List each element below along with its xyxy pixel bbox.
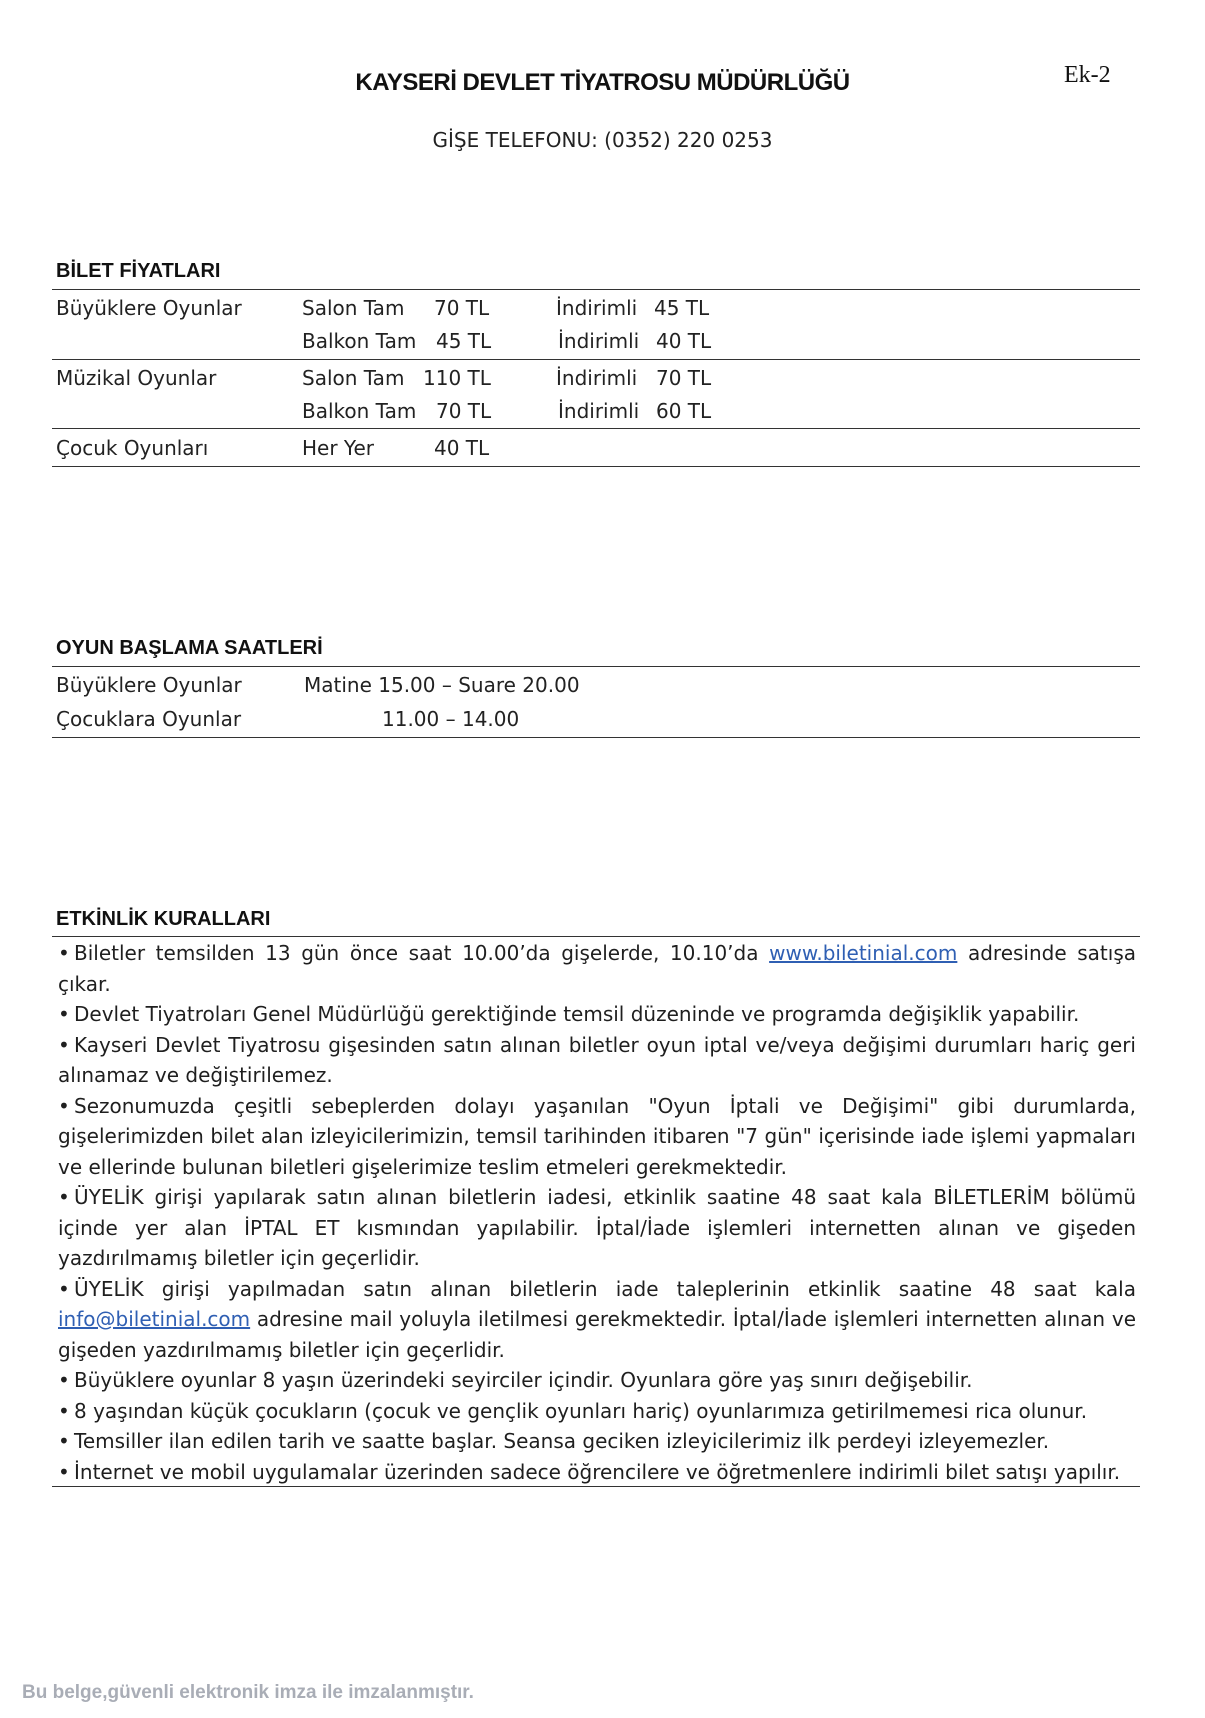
divider [52, 936, 1140, 937]
divider [52, 359, 1140, 360]
divider [52, 666, 1140, 667]
e-signature-footer: Bu belge,güvenli elektronik imza ile imzalanmıştır. [22, 1682, 474, 1703]
rule-text: Devlet Tiyatroları Genel Müdürlüğü gerektiğinde temsil düzeninde ve programda değişiklik yapabilir. [74, 1002, 1080, 1026]
bullet: • [58, 1368, 70, 1392]
rule-item [58, 1030, 1136, 1091]
bullet: • [58, 1032, 70, 1057]
seat-type: Her Yer [302, 436, 375, 460]
event-rules-title: ETKİNLİK KURALLARI [56, 908, 271, 930]
discount-label: İndirimli [556, 296, 638, 320]
bullet: • [58, 1459, 70, 1484]
rule-item [58, 938, 1136, 999]
show-times: 11.00 – 14.00 [382, 707, 520, 731]
full-price: 110 TL [423, 366, 491, 390]
divider [52, 737, 1140, 738]
page-title: KAYSERİ DEVLET TİYATROSU MÜDÜRLÜĞÜ [355, 69, 850, 96]
bullet: • [58, 1398, 70, 1423]
divider [52, 466, 1140, 467]
divider [52, 428, 1140, 429]
full-price: 40 TL [434, 436, 490, 460]
discount-price: 45 TL [654, 296, 710, 320]
divider [52, 1486, 1140, 1487]
rule-item [58, 1091, 1136, 1183]
rule-text: adresine mail yoluyla iletilmesi gerekmektedir. İptal/İade işlemleri internetten alınan ve gişeden yazdırılmamış biletler için geçerlidir. [58, 1307, 1136, 1362]
discount-price: 60 TL [656, 399, 712, 423]
discount-label: İndirimli [558, 329, 640, 353]
rule-text: ÜYELİK girişi yapılarak satın alınan biletlerin iadesi, etkinlik saatine 48 saat kala BİLETLERİM bölümü içinde yer alan İPTAL ET kısmından yapılabilir. İptal/İade işlemleri internetten alınan ve gişeden yazdırılmamış biletler için geçerlidir. [58, 1185, 1136, 1270]
rule-item [58, 1274, 1136, 1366]
discount-price: 40 TL [656, 329, 712, 353]
show-times: Matine 15.00 – Suare 20.00 [304, 673, 580, 697]
price-category: Müzikal Oyunlar [56, 366, 217, 390]
rule-item [58, 1426, 1136, 1457]
divider [52, 289, 1140, 290]
price-category: Çocuk Oyunları [56, 436, 209, 460]
rule-item [58, 999, 1136, 1030]
rule-text: Büyüklere oyunlar 8 yaşın üzerindeki seyirciler içindir. Oyunlara göre yaş sınırı değişebilir. [74, 1368, 973, 1392]
rule-item [58, 1396, 1136, 1427]
event-rules-list [58, 938, 1136, 1487]
email-link[interactable]: info@biletinial.com [58, 1307, 251, 1331]
ticket-prices-title: BİLET FİYATLARI [56, 260, 221, 282]
page-label: Ek-2 [1064, 62, 1111, 88]
full-price: 70 TL [436, 399, 492, 423]
seat-type: Salon Tam [302, 296, 405, 320]
full-price: 45 TL [436, 329, 492, 353]
seat-type: Balkon Tam [302, 329, 417, 353]
rule-item [58, 1365, 1136, 1396]
rule-text: adresinde satışa çıkar. [58, 941, 1137, 996]
bullet: • [58, 1002, 70, 1026]
rule-text: ÜYELİK girişi yapılmadan satın alınan biletlerin iade taleplerinin etkinlik saatine 48 saat kala [74, 1276, 1136, 1301]
seat-type: Salon Tam [302, 366, 405, 390]
rule-text: Sezonumuzda çeşitli sebeplerden dolayı yaşanılan "Oyun İptali ve Değişimi" gibi durumlarda, gişelerimizden bilet alan izleyicilerimizin, temsil tarihinden itibaren "7 gün" içerisinde iade işlemi yapmaları ve ellerinde bulunan biletleri gişelerimize teslim etmeleri gerekmektedir. [58, 1093, 1136, 1179]
rule-item [58, 1182, 1136, 1274]
bullet: • [58, 1276, 70, 1301]
time-category: Çocuklara Oyunlar [56, 707, 242, 731]
rule-text: 8 yaşından küçük çocukların (çocuk ve gençlik oyunları hariç) oyunlarımıza getirilmemesi rica olunur. [74, 1398, 1088, 1423]
bullet: • [58, 941, 70, 965]
rule-text: Temsiller ilan edilen tarih ve saatte başlar. Seansa geciken izleyicilerimiz ilk perdeyi izleyemezler. [74, 1429, 1050, 1453]
rule-text: İnternet ve mobil uygulamalar üzerinden sadece öğrencilere ve öğretmenlere indirimli bilet satışı yapılır. [74, 1459, 1121, 1484]
price-category: Büyüklere Oyunlar [56, 296, 242, 320]
discount-price: 70 TL [656, 366, 712, 390]
bullet: • [58, 1093, 70, 1118]
time-category: Büyüklere Oyunlar [56, 673, 242, 697]
full-price: 70 TL [434, 296, 490, 320]
rule-text: Kayseri Devlet Tiyatrosu gişesinden satın alınan biletler oyun iptal ve/veya değişimi durumları hariç geri alınamaz ve değiştirilemez. [58, 1032, 1136, 1087]
seat-type: Balkon Tam [302, 399, 417, 423]
discount-label: İndirimli [556, 366, 638, 390]
bullet: • [58, 1429, 70, 1453]
start-times-title: OYUN BAŞLAMA SAATLERİ [56, 637, 323, 659]
website-link[interactable]: www.biletinial.com [769, 941, 958, 965]
bullet: • [58, 1185, 70, 1209]
rule-text: Biletler temsilden 13 gün önce saat 10.00’da gişelerde, 10.10’da [74, 941, 770, 965]
box-office-phone: GİŞE TELEFONU: (0352) 220 0253 [432, 128, 773, 152]
discount-label: İndirimli [558, 399, 640, 423]
rule-item [58, 1457, 1136, 1488]
